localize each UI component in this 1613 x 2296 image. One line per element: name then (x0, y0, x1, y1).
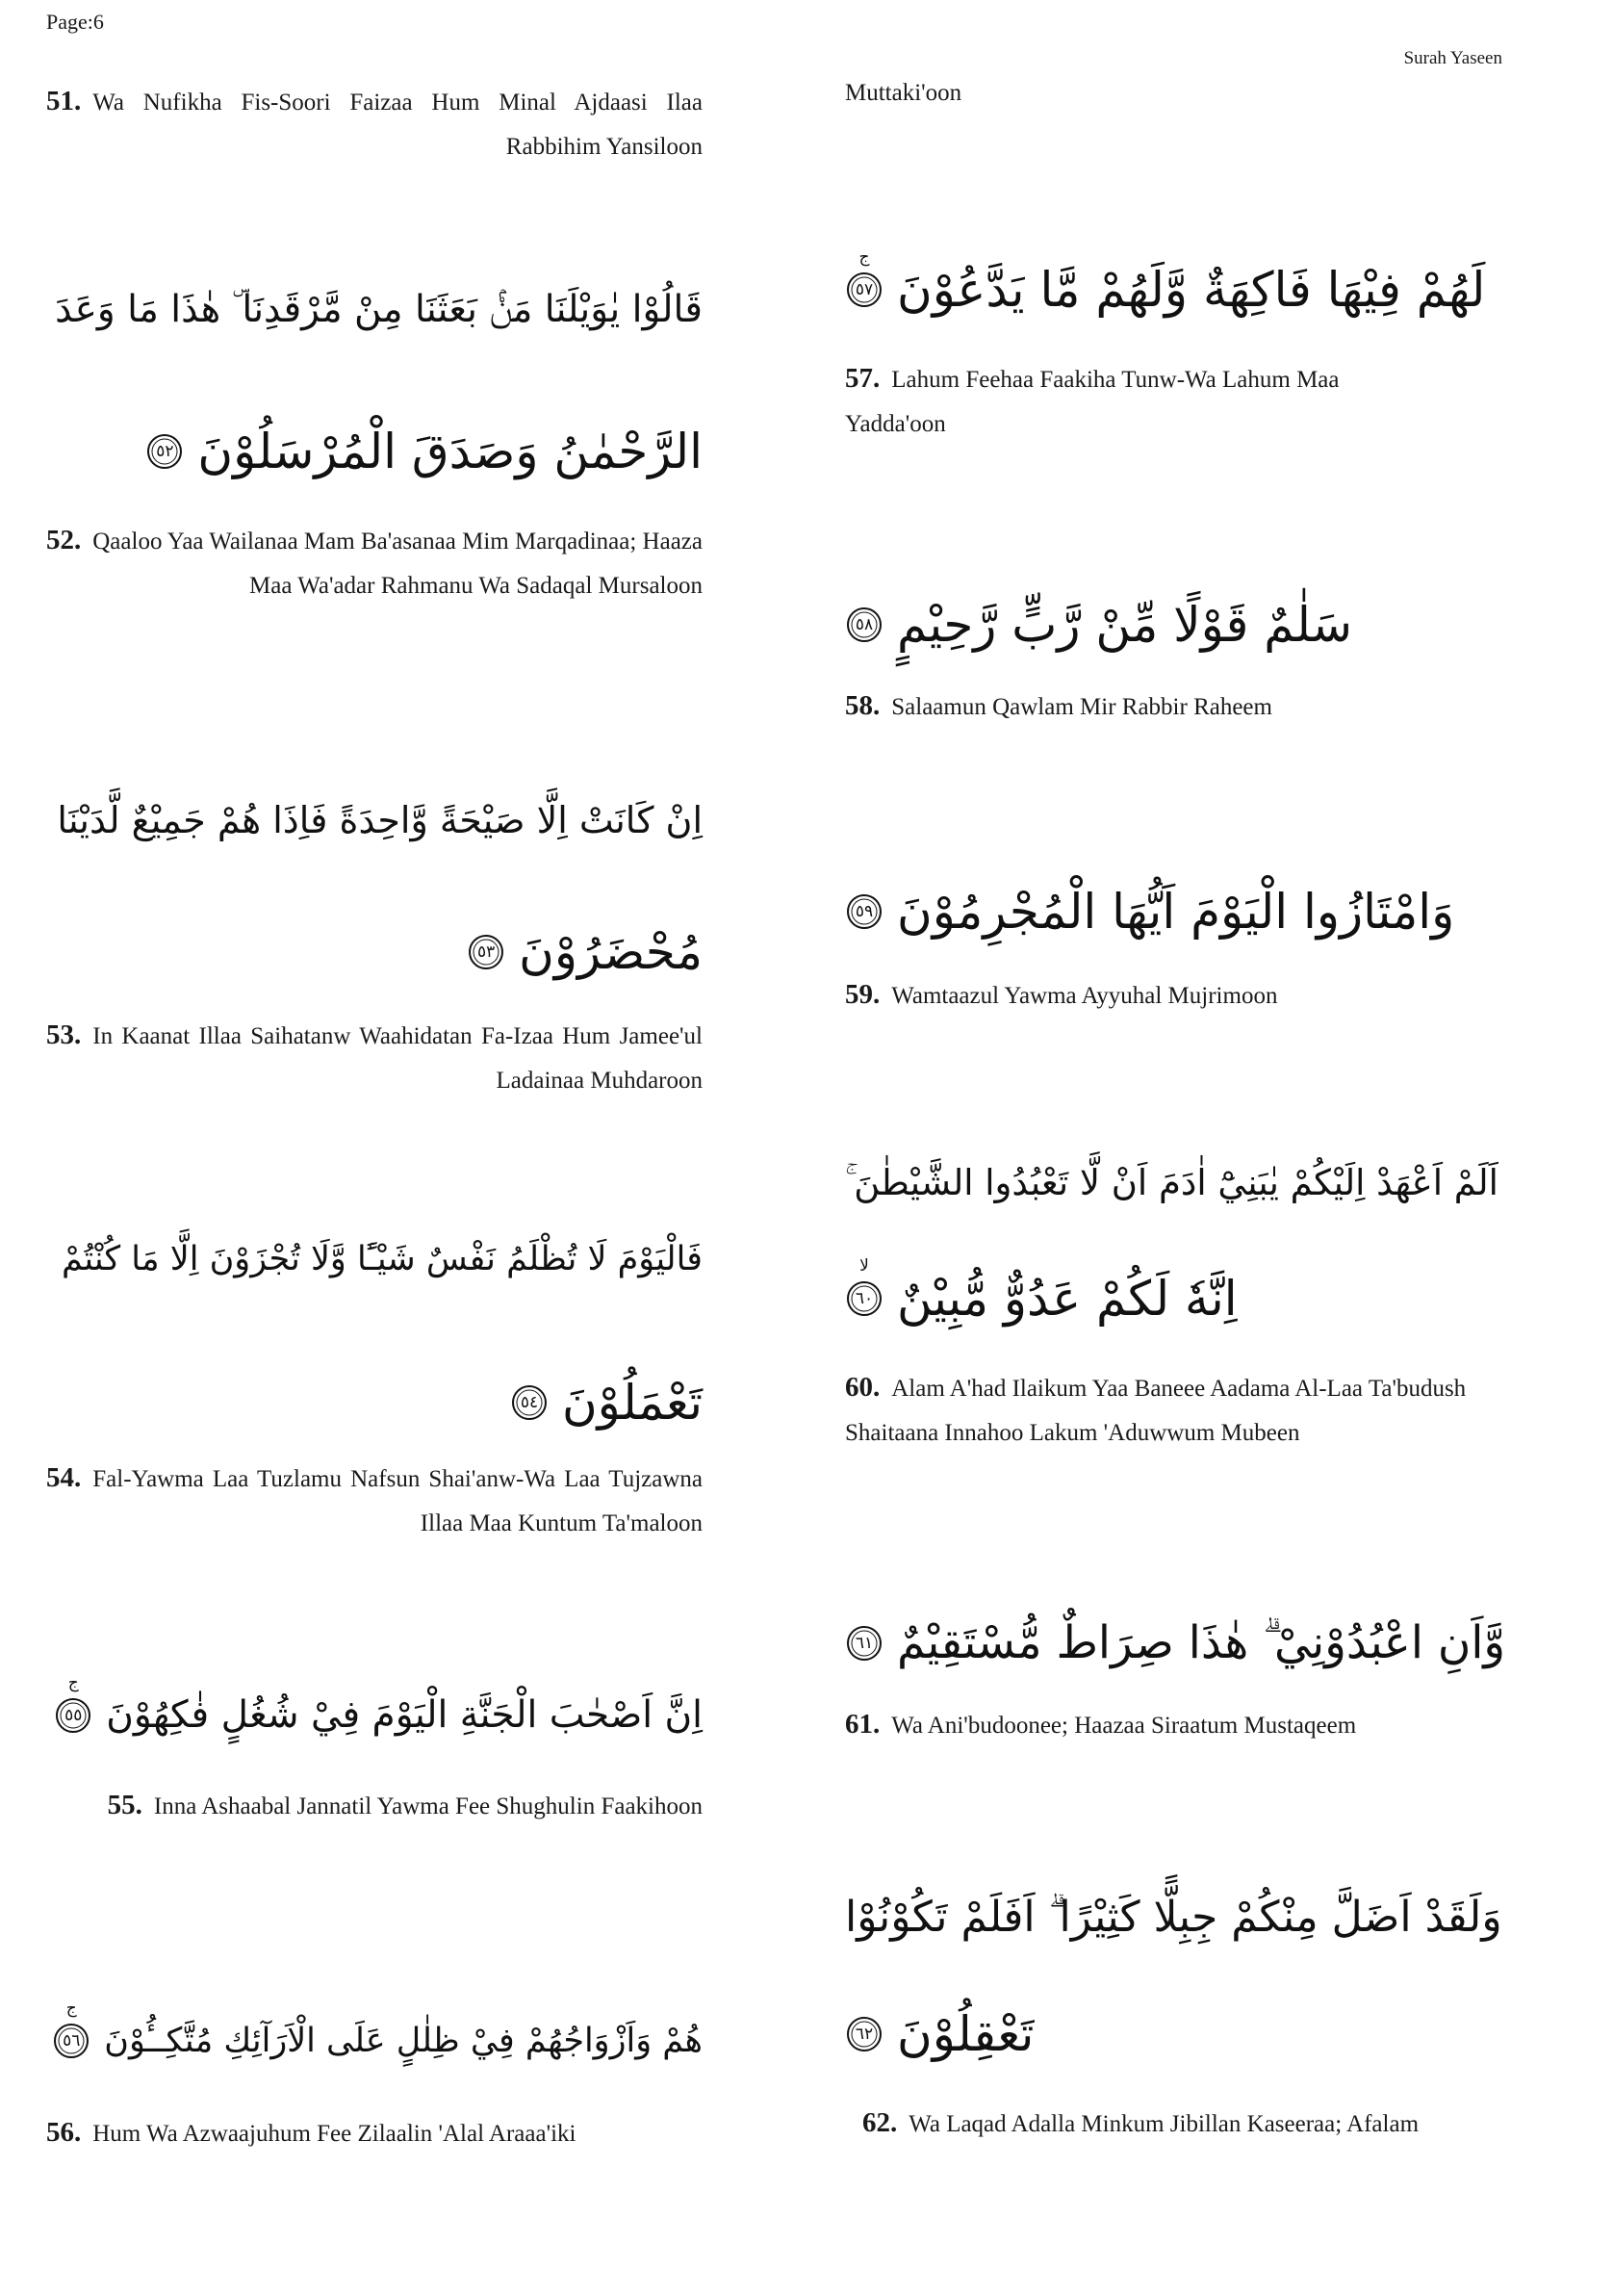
ayah-end-medallion-icon (510, 1383, 549, 1422)
medallion-number-55: ٥٥ (64, 1705, 83, 1725)
verse-number-60: 60. (845, 1372, 881, 1403)
arabic-line-58a (845, 596, 1353, 653)
surah-title: Surah Yaseen (1403, 48, 1502, 68)
translit-53 (46, 1013, 703, 1103)
translit-text-53: In Kaanat Illaa Saihatanw Waahidatan Fa-Izaa Hum Jamee'ul Ladainaa Muhdaroon (92, 1023, 703, 1094)
arabic-text-54a: فَالْيَوْمَ لَا تُظْلَمُ نَفْسٌ شَيْـًٔا وَّلَا تُجْزَوْنَ اِلَّا مَا كُنْتُمْ (62, 1239, 703, 1278)
arabic-line-52a (55, 288, 703, 331)
ayah-end-medallion-icon (845, 1624, 883, 1663)
verse-number-59: 59. (845, 979, 881, 1010)
arabic-line-56a (52, 1999, 703, 2060)
translit-text-55: Inna Ashaabal Jannatil Yawma Fee Shughulin Faakihoon (153, 1793, 703, 1819)
verse-number-53: 53. (46, 1019, 82, 1050)
verse-number-54: 54. (46, 1462, 82, 1493)
arabic-line-57a (845, 246, 1486, 318)
translit-62 (862, 2101, 1509, 2147)
arabic-line-53b (467, 923, 703, 980)
translit-61 (845, 1702, 1509, 1748)
ayah-end-medallion-icon (845, 606, 883, 644)
arabic-text-53b: مُحْضَرُوْنَ (519, 923, 703, 980)
arabic-line-60b (845, 1255, 1238, 1327)
ayah-end-medallion-icon (845, 2015, 883, 2053)
medallion-number-59: ٥٩ (855, 901, 874, 921)
arabic-text-58a: سَلٰمٌ قَوْلًا مِّنْ رَّبٍّ رَّحِيْمٍ (897, 596, 1353, 653)
medallion-number-53: ٥٣ (476, 942, 496, 962)
arabic-text-52b: الرَّحْمٰنُ وَصَدَقَ الْمُرْسَلُوْنَ (197, 423, 703, 479)
arabic-text-62a: وَلَقَدْ اَضَلَّ مِنْكُمْ جِبِلًّا كَثِيْرًا ۗ اَفَلَمْ تَكُوْنُوْا (845, 1893, 1502, 1942)
verse-number-51: 51. (46, 86, 82, 116)
arabic-text-62b: تَعْقِلُوْنَ (897, 2005, 1035, 2062)
arabic-line-62b (845, 2005, 1035, 2062)
ayah-end-medallion-icon (54, 1672, 92, 1735)
ayah-end-medallion-icon (845, 246, 883, 309)
translit-55 (46, 1783, 703, 1829)
ayah-end-medallion-icon (467, 933, 505, 971)
arabic-text-56a: هُمْ وَاَزْوَاجُهُمْ فِيْ ظِلٰلٍ عَلَى الْاَرَآئِكِ مُتَّكِــُٔوْنَ (104, 2021, 703, 2060)
translit-text-62: Wa Laqad Adalla Minkum Jibillan Kaseeraa; Afalam (909, 2111, 1420, 2137)
arabic-line-59a (845, 883, 1455, 940)
translit-59 (845, 972, 1509, 1019)
translit-60 (845, 1365, 1509, 1456)
verse-number-55: 55. (107, 1790, 142, 1820)
pause-mark: ج (858, 246, 870, 267)
ayah-end-medallion-icon (52, 1999, 90, 2060)
translit-text-60: Alam A'had Ilaikum Yaa Baneee Aadama Al-Laa Ta'budush Shaitaana Innahoo Lakum 'Aduwwum Mubeen (845, 1376, 1467, 1446)
translit-text-61: Wa Ani'budoonee; Haazaa Siraatum Mustaqeem (891, 1713, 1357, 1739)
translit-text-52: Qaaloo Yaa Wailanaa Mam Ba'asanaa Mim Marqadinaa; Haaza Maa Wa'adar Rahmanu Wa Sadaqal Mursaloon (92, 529, 703, 599)
arabic-text-52a: قَالُوْا يٰوَيْلَنَا مَنْۢ بَعَثَنَا مِنْ مَّرْقَدِنَا ۜ هٰذَا مَا وَعَدَ (55, 288, 703, 331)
arabic-text-53a: اِنْ كَانَتْ اِلَّا صَيْحَةً وَّاحِدَةً فَاِذَا هُمْ جَمِيْعٌ لَّدَيْنَا (57, 798, 703, 841)
arabic-line-54b (510, 1374, 703, 1431)
arabic-text-55a: اِنَّ اَصْحٰبَ الْجَنَّةِ الْيَوْمَ فِيْ شُغُلٍ فٰكِهُوْنَ (106, 1693, 703, 1737)
arabic-line-52b (145, 423, 703, 479)
translit-52 (46, 518, 703, 608)
translit-continuation-text: Muttaki'oon (845, 80, 962, 106)
medallion-number-54: ٥٤ (520, 1392, 539, 1412)
translit-54 (46, 1456, 703, 1546)
medallion-number-62: ٦٢ (855, 2024, 874, 2044)
translit-text-57: Lahum Feehaa Faakiha Tunw-Wa Lahum Maa Yadda'oon (845, 367, 1340, 437)
translit-57 (845, 356, 1442, 447)
translit-56 (46, 2110, 703, 2156)
translit-51 (46, 79, 703, 169)
arabic-line-54a (62, 1239, 703, 1278)
verse-number-52: 52. (46, 525, 82, 555)
arabic-text-57a: لَهُمْ فِيْهَا فَاكِهَةٌ وَّلَهُمْ مَّا يَدَّعُوْنَ (897, 261, 1486, 318)
ayah-end-medallion-icon (145, 432, 184, 471)
left-column (46, 0, 703, 2296)
arabic-line-55a (54, 1672, 703, 1737)
medallion-number-61: ٦١ (855, 1633, 874, 1653)
translit-text-54: Fal-Yawma Laa Tuzlamu Nafsun Shai'anw-Wa Laa Tujzawna Illaa Maa Kuntum Ta'maloon (92, 1466, 703, 1536)
verse-number-56: 56. (46, 2117, 82, 2148)
translit-text-58: Salaamun Qawlam Mir Rabbir Raheem (891, 694, 1272, 720)
medallion-number-58: ٥٨ (855, 614, 874, 634)
verse-number-58: 58. (845, 690, 881, 721)
medallion-number-56: ٥٦ (63, 2031, 81, 2051)
right-column (845, 0, 1509, 2296)
arabic-line-53a (57, 798, 703, 841)
ayah-end-medallion-icon (845, 892, 883, 931)
arabic-line-60a (845, 1162, 1498, 1203)
translit-text-59: Wamtaazul Yawma Ayyuhal Mujrimoon (891, 983, 1278, 1009)
verse-number-57: 57. (845, 363, 881, 394)
ayah-end-medallion-icon (845, 1255, 883, 1318)
verse-number-62: 62. (862, 2107, 898, 2138)
arabic-line-61a (845, 1616, 1506, 1669)
pause-mark: ج (65, 1999, 77, 2018)
arabic-text-61a: وَّاَنِ اعْبُدُوْنِيْ ۗ هٰذَا صِرَاطٌ مُّسْتَقِيْمٌ (897, 1616, 1506, 1669)
translit-text-56: Hum Wa Azwaajuhum Fee Zilaalin 'Alal Araaa'iki (92, 2121, 576, 2147)
medallion-number-57: ٥٧ (855, 279, 874, 299)
arabic-text-60a: اَلَمْ اَعْهَدْ اِلَيْكُمْ يٰبَنِيْٓ اٰدَمَ اَنْ لَّا تَعْبُدُوا الشَّيْطٰنَ ۚ (845, 1162, 1498, 1203)
arabic-text-60b: اِنَّهٗ لَكُمْ عَدُوٌّ مُّبِيْنٌ (897, 1270, 1238, 1327)
translit-58 (845, 684, 1509, 730)
pause-mark: ج (67, 1672, 79, 1692)
arabic-line-62a (845, 1893, 1502, 1942)
translit-continuation (845, 71, 1509, 116)
pause-mark: لا (859, 1255, 869, 1276)
arabic-text-54b: تَعْمَلُوْنَ (561, 1374, 703, 1431)
arabic-text-59a: وَامْتَازُوا الْيَوْمَ اَيُّهَا الْمُجْرِمُوْنَ (897, 883, 1455, 940)
page-number: Page:6 (46, 10, 104, 34)
verse-number-61: 61. (845, 1709, 881, 1740)
translit-text-51: Wa Nufikha Fis-Soori Faizaa Hum Minal Ajdaasi Ilaa Rabbihim Yansiloon (92, 90, 703, 160)
medallion-number-52: ٥٢ (156, 441, 174, 461)
medallion-number-60: ٦٠ (855, 1288, 874, 1308)
